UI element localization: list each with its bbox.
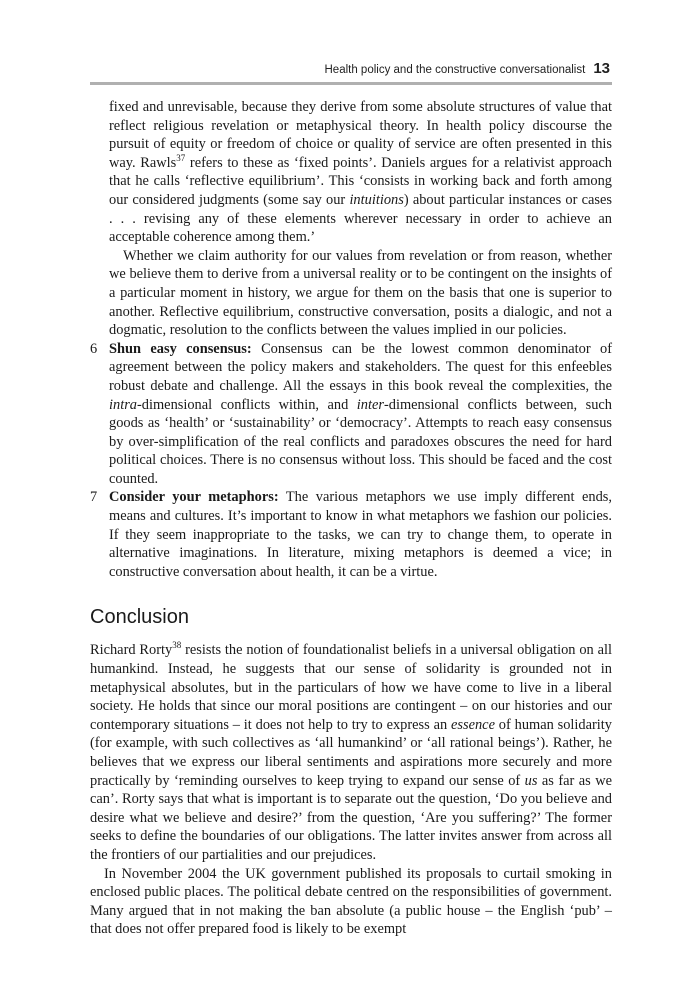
continuation-paragraph: [109, 98, 612, 247]
item-lead: Consider your metaphors:: [109, 489, 279, 506]
text-run: -dimensional conflicts between, such goods as ‘health’ or ‘sustainability’ or ‘democracy’. Attempts to reach easy consensus by over-simplification of the real conflicts and paradoxes obscures the need for hard political choices. There is no consensus without loss. This should be faced and the cost counted.: [109, 396, 612, 487]
running-title: Health policy and the constructive conversationalist: [324, 64, 586, 76]
section-heading: Conclusion: [90, 606, 189, 629]
continuation-block: [90, 98, 612, 340]
text-run: ) about particular instances or cases . . . revising any of these elements wherever necessary in order to achieve an acceptable coherence among them.’: [109, 191, 612, 246]
list-item-text: [109, 340, 612, 489]
emphasis: essence: [451, 716, 495, 733]
page-number: 13: [593, 60, 610, 77]
text-run: resists the notion of foundationalist beliefs in a universal obligation on all humankind. Instead, he suggests that our sense of solidarity is grounded not in metaphysical absolutes, but in the particulars of how we have come to live in a liberal society. He holds that since our moral positions are contingent – on our histories and our contemporary situations – it does not help to try to express an: [90, 642, 612, 733]
list-number: 7: [90, 489, 98, 506]
footnote-ref-37: 37: [176, 152, 186, 163]
conclusion-paragraph-2: In November 2004 the UK government published its proposals to curtail smoking in enclosed public places. The political debate centred on the responsibilities of government. Many argued that in not making the ban absolute (a public house – the English ‘pub’ – that does not offer prepared food is likely to be exempt: [90, 865, 612, 938]
text-run: Consensus can be the lowest common denominator of agreement between the policy makers and stakeholders. The quest for this enfeebles robust debate and challenge. All the essays in this book reveal the complexities, the: [109, 340, 612, 394]
text-run: The various metaphors we use imply different ends, means and cultures. It’s important to know in what metaphors we fashion our policies. If they seem inappropriate to the tasks, we can try to change them, to operate in alternative imaginations. In literature, mixing metaphors is deemed a vice; in constructive conversation about health, it can be a virtue.: [109, 489, 612, 580]
text-run: refers to these as ‘fixed points’. Daniels argues for a relativist approach that he calls ‘reflective equilibrium’. This ‘consists in working back and forth among our considered judgments (some say our: [109, 154, 612, 208]
body-text: [90, 98, 612, 939]
text-run: fixed and unrevisable, because they derive from some absolute structures of value that reflect religious revelation or metaphysical theory. In health policy discourse the pursuit of equity or freedom of choice or quality of service are often presented in this way. Rawls: [109, 99, 612, 171]
footnote-ref-38: 38: [172, 640, 182, 651]
emphasis: intuitions: [349, 191, 404, 208]
conclusion-paragraph-1: [90, 641, 612, 864]
running-header: [325, 60, 611, 77]
item-lead: Shun easy consensus:: [109, 340, 252, 357]
text-run: of human solidarity (for example, with such collectives as ‘all humankind’ or ‘all rational beings’). Rather, he believes that we express our liberal sentiments and aspirations more securely and more practically by ‘reminding ourselves to keep trying to expand our sense of: [90, 716, 612, 789]
emphasis: inter: [356, 396, 384, 413]
header-rule: [90, 82, 612, 85]
emphasis: intra: [109, 396, 137, 413]
list-item-6: [90, 340, 612, 489]
text-run: as far as we can’. Rorty says that what is important is to separate out the question, ‘Do you believe and desire what we believe and desire?’ from the question, ‘Are you suffering?’ The former seeks to define the boundaries of our obligations. The latter invites answer from across all the frontiers of our partialities and our prejudices.: [90, 772, 613, 863]
list-item-7: [90, 488, 612, 581]
list-item-text: [109, 488, 612, 581]
text-run: Richard Rorty: [90, 642, 173, 659]
emphasis: us: [524, 772, 538, 789]
continuation-paragraph-2: Whether we claim authority for our values from revelation or from reason, whether we believe them to derive from a universal reality or to be contingent on the insights of a particular moment in history, we argue for them on the basis that one is superior to another. Reflective equilibrium, constructive conversation, posits a dialogic, and not a dogmatic, resolution to the conflicts between the values implied in our policies.: [109, 247, 612, 339]
list-number: 6: [90, 340, 98, 357]
text-run: -dimensional conflicts within, and: [137, 396, 357, 413]
